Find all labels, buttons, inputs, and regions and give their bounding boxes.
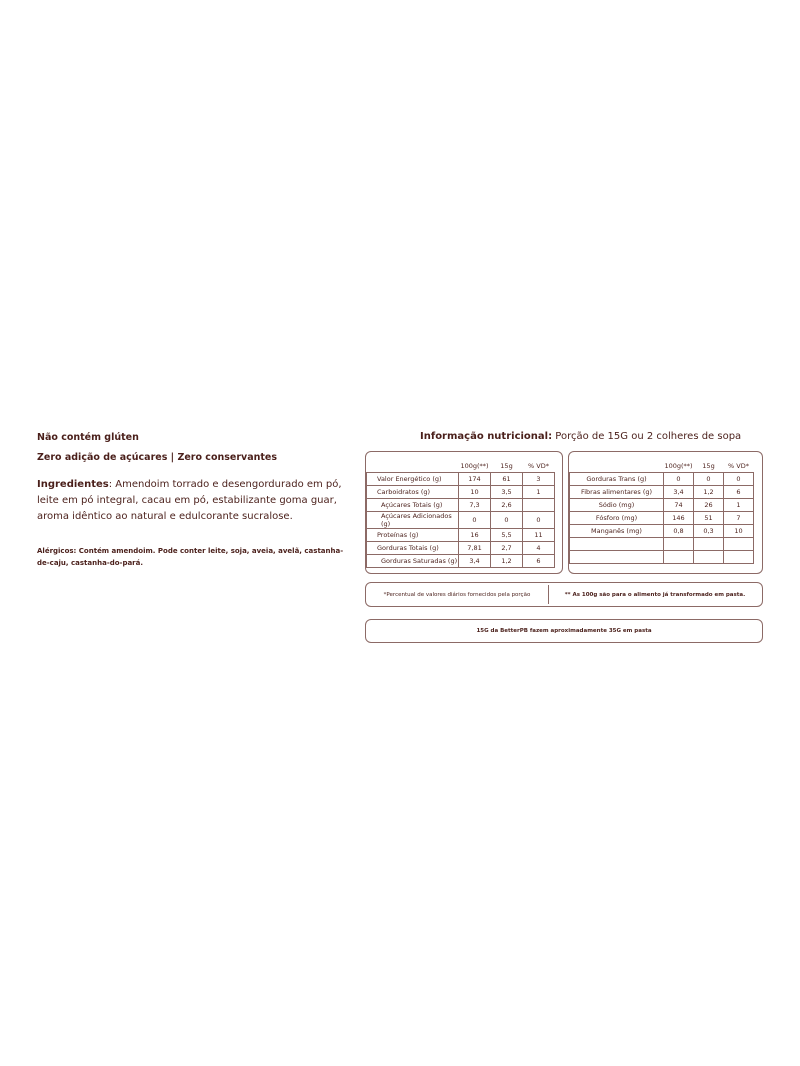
row-label: Sódio (mg) [570, 499, 664, 512]
cell-vd: 10 [724, 525, 754, 538]
row-label [570, 551, 664, 564]
table-row [570, 538, 754, 551]
header-15g: 15g [500, 462, 513, 470]
no-sugar-text: Zero adição de açúcares | Zero conservantes [37, 452, 278, 463]
cell-15g: 2,7 [491, 542, 523, 555]
cell-100g: 146 [664, 512, 694, 525]
cell-vd: 11 [523, 529, 555, 542]
table-row [570, 473, 754, 486]
cell-vd: 1 [523, 486, 555, 499]
cell-vd: 4 [523, 542, 555, 555]
cell-15g: 0,3 [694, 525, 724, 538]
cell-vd [523, 499, 555, 512]
cell-15g: 61 [491, 473, 523, 486]
ingredients-label: Ingredientes [37, 479, 109, 490]
table-row [367, 512, 555, 529]
cell-15g: 3,5 [491, 486, 523, 499]
cell-100g: 0 [664, 473, 694, 486]
footnotes-box [365, 582, 763, 607]
row-label: Valor Energético (g) [367, 473, 459, 486]
cell-vd: 6 [724, 486, 754, 499]
cell-100g: 74 [664, 499, 694, 512]
row-label: Açúcares Adicionados (g) [367, 512, 459, 529]
ingredients-paragraph [37, 477, 355, 525]
nutrition-title [420, 431, 741, 442]
header-15g: 15g [702, 462, 715, 470]
header-100g: 100g(**) [664, 462, 693, 470]
table-row [570, 486, 754, 499]
cell-vd: 1 [724, 499, 754, 512]
cell-15g: 0 [491, 512, 523, 529]
gluten-free-text: Não contém glúten [37, 432, 139, 443]
cell-vd: 3 [523, 473, 555, 486]
header-vd: % VD* [528, 462, 549, 470]
row-label: Gorduras Saturadas (g) [367, 555, 459, 568]
table-header-row [570, 460, 754, 473]
nutrition-heading: Informação nutricional: [420, 431, 553, 442]
nutrition-table-right-box [568, 451, 763, 574]
cell-100g [664, 551, 694, 564]
table-row [570, 525, 754, 538]
row-label: Gorduras Trans (g) [570, 473, 664, 486]
table-row [570, 551, 754, 564]
row-label: Fósforo (mg) [570, 512, 664, 525]
row-label: Manganês (mg) [570, 525, 664, 538]
row-label: Açúcares Totais (g) [367, 499, 459, 512]
cell-100g [664, 538, 694, 551]
cell-vd [724, 538, 754, 551]
cell-15g: 51 [694, 512, 724, 525]
cell-vd: 7 [724, 512, 754, 525]
row-label [570, 538, 664, 551]
cell-15g: 5,5 [491, 529, 523, 542]
row-label: Carboidratos (g) [367, 486, 459, 499]
cell-100g: 3,4 [664, 486, 694, 499]
percent-footnote: *Percentual de valores diários fornecidos pela porção [383, 591, 531, 598]
cell-15g: 0 [694, 473, 724, 486]
row-label: Fibras alimentares (g) [570, 486, 664, 499]
cell-100g: 7,3 [459, 499, 491, 512]
table-row [367, 486, 555, 499]
yield-note-box [365, 619, 763, 643]
product-description [37, 432, 355, 569]
cell-15g: 26 [694, 499, 724, 512]
portion-text: Porção de 15G ou 2 colheres de sopa [552, 431, 742, 442]
cell-15g [694, 538, 724, 551]
cell-100g: 10 [459, 486, 491, 499]
cell-15g: 2,6 [491, 499, 523, 512]
cell-15g: 1,2 [694, 486, 724, 499]
table-row [367, 529, 555, 542]
nutrition-table-left-box [365, 451, 563, 574]
cell-100g: 0,8 [664, 525, 694, 538]
cell-100g: 7,81 [459, 542, 491, 555]
cell-vd: 6 [523, 555, 555, 568]
table-row [367, 555, 555, 568]
table-row [570, 512, 754, 525]
nutrition-table-left [366, 460, 555, 568]
table-header-row [367, 460, 555, 473]
cell-100g: 16 [459, 529, 491, 542]
table-row [570, 499, 754, 512]
header-vd: % VD* [728, 462, 749, 470]
row-label: Gorduras Totais (g) [367, 542, 459, 555]
nutrition-table-right [569, 460, 754, 564]
cell-100g: 0 [459, 512, 491, 529]
allergens-text: Alérgicos: Contém amendoim. Pode conter leite, soja, aveia, avelã, castanha-de-caju, castanha-do-pará. [37, 547, 344, 567]
ingredients-text: : Amendoim torrado e desengordurado em pó, leite em pó integral, cacau em pó, estabilizante goma guar, aroma idêntico ao natural e edulcorante sucralose. [37, 479, 342, 522]
transform-footnote: ** As 100g são para o alimento já transformado em pasta. [564, 591, 746, 598]
cell-100g: 174 [459, 473, 491, 486]
yield-note: 15G da BetterPB fazem aproximadamente 35G em pasta [476, 628, 652, 634]
cell-100g: 3,4 [459, 555, 491, 568]
cell-vd: 0 [724, 473, 754, 486]
cell-15g [694, 551, 724, 564]
cell-vd: 0 [523, 512, 555, 529]
row-label: Proteínas (g) [367, 529, 459, 542]
table-row [367, 499, 555, 512]
cell-15g: 1,2 [491, 555, 523, 568]
cell-vd [724, 551, 754, 564]
header-100g: 100g(**) [460, 462, 489, 470]
table-row [367, 542, 555, 555]
table-row [367, 473, 555, 486]
